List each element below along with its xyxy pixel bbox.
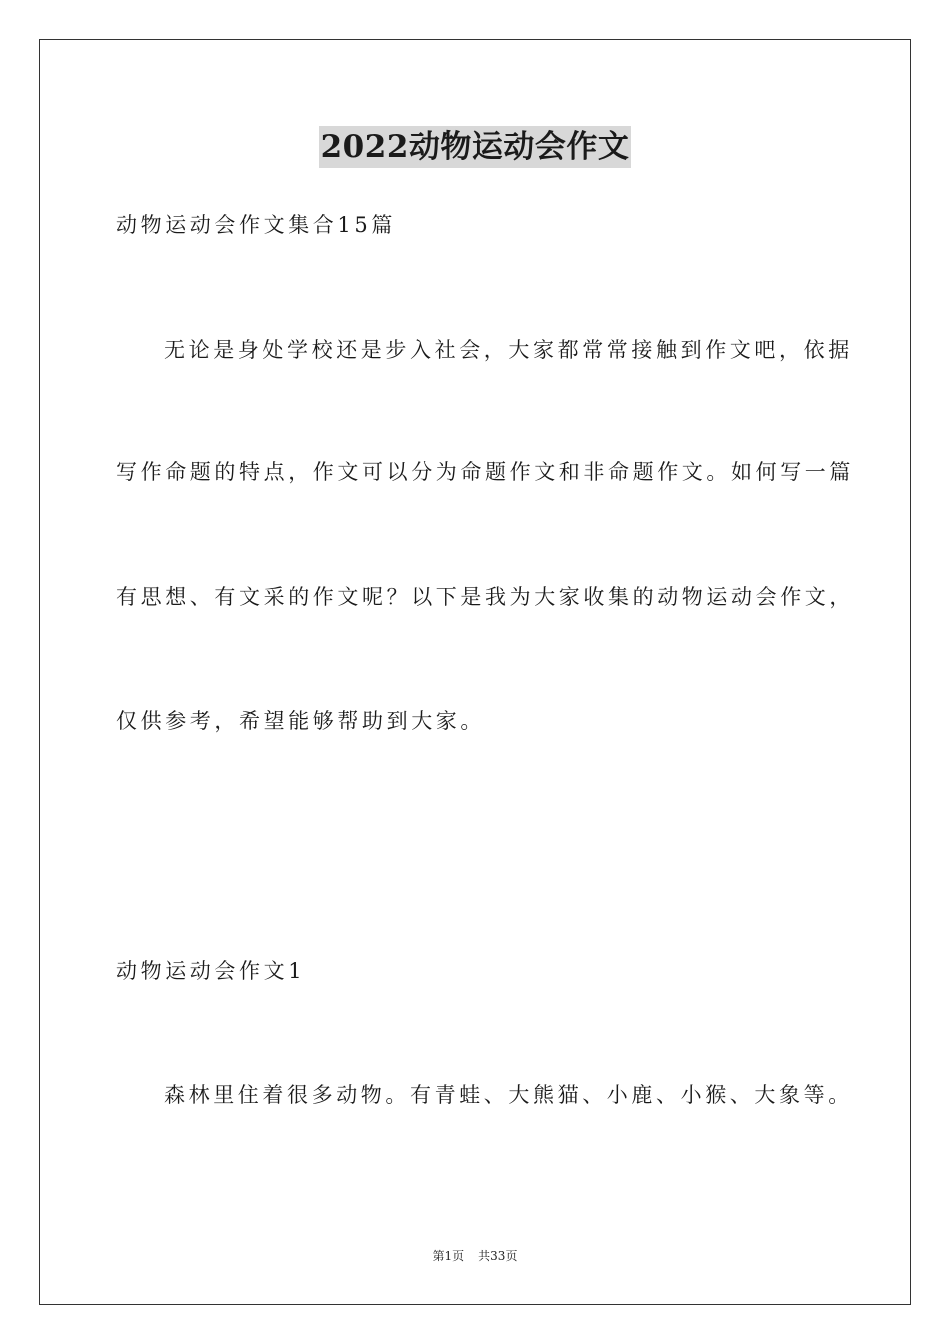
page-number: 第1页 — [432, 1249, 465, 1263]
intro-line-1: 无论是身处学校还是步入社会，大家都常常接触到作文吧，依据 — [164, 338, 853, 362]
intro-line-2: 写作命题的特点，作文可以分为命题作文和非命题作文。如何写一篇 — [116, 460, 854, 484]
document-title: 2022动物运动会作文 — [319, 126, 632, 168]
page-total: 共33页 — [478, 1249, 518, 1263]
title-container — [0, 126, 950, 168]
intro-line-4: 仅供参考，希望能够帮助到大家。 — [116, 709, 485, 733]
intro-line-3: 有思想、有文采的作文呢？以下是我为大家收集的动物运动会作文， — [116, 585, 854, 609]
section-paragraph-line: 森林里住着很多动物。有青蛙、大熊猫、小鹿、小猴、大象等。 — [164, 1083, 853, 1107]
page-footer — [0, 1248, 950, 1264]
section-heading: 动物运动会作文1 — [116, 959, 306, 983]
document-subtitle: 动物运动会作文集合15篇 — [116, 213, 396, 237]
